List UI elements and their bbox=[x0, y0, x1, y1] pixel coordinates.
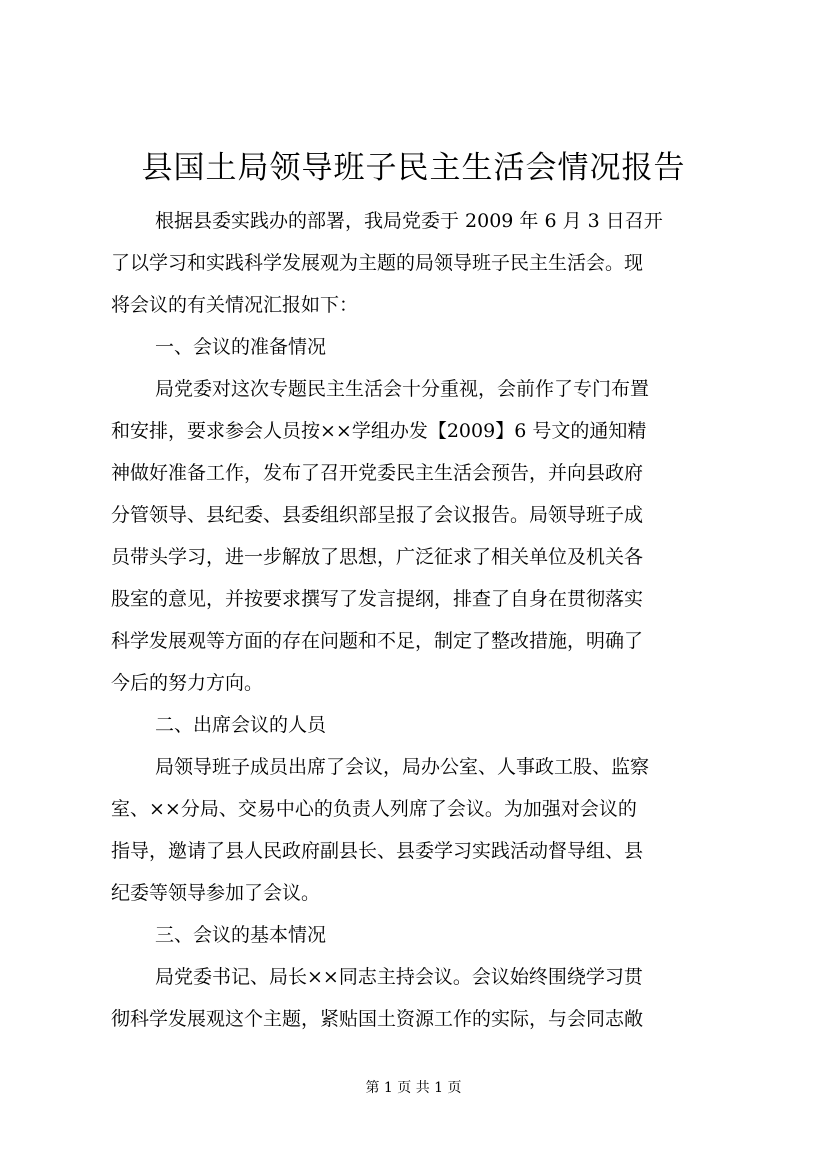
paragraph-line: 了以学习和实践科学发展观为主题的局领导班子民主生活会。现 bbox=[111, 252, 644, 274]
paragraph-line: 科学发展观等方面的存在问题和不足，制定了整改措施，明确了 bbox=[111, 630, 644, 652]
document-body bbox=[111, 200, 723, 1040]
paragraph-line: 分管领导、县纪委、县委组织部呈报了会议报告。局领导班子成 bbox=[111, 504, 644, 526]
section-heading: 三、会议的基本情况 bbox=[155, 924, 327, 946]
paragraph-line: 股室的意见，并按要求撰写了发言提纲，排查了自身在贯彻落实 bbox=[111, 588, 644, 610]
paragraph-line: 指导，邀请了县人民政府副县长、县委学习实践活动督导组、县 bbox=[111, 840, 644, 862]
paragraph-line: 纪委等领导参加了会议。 bbox=[111, 882, 321, 904]
paragraph-line: 局党委对这次专题民主生活会十分重视，会前作了专门布置 bbox=[155, 378, 650, 400]
paragraph-line: 神做好准备工作，发布了召开党委民主生活会预告，并向县政府 bbox=[111, 462, 644, 484]
paragraph-line: 和安排，要求参会人员按××学组办发【2009】6 号文的通知精 bbox=[111, 420, 647, 442]
section-heading: 一、会议的准备情况 bbox=[155, 336, 327, 358]
paragraph-line: 局领导班子成员出席了会议，局办公室、人事政工股、监察 bbox=[155, 756, 650, 778]
document-title: 县国土局领导班子民主生活会情况报告 bbox=[141, 150, 686, 186]
paragraph-line: 局党委书记、局长××同志主持会议。会议始终围绕学习贯 bbox=[155, 966, 643, 988]
paragraph-line: 将会议的有关情况汇报如下： bbox=[111, 294, 359, 316]
paragraph-line: 室、××分局、交易中心的负责人列席了会议。为加强对会议的 bbox=[111, 798, 637, 820]
paragraph-line: 今后的努力方向。 bbox=[111, 672, 264, 694]
page-number-footer: 第 1 页 共 1 页 bbox=[365, 1080, 462, 1096]
section-heading: 二、出席会议的人员 bbox=[155, 714, 327, 736]
paragraph-line: 根据县委实践办的部署，我局党委于 2009 年 6 月 3 日召开 bbox=[155, 210, 663, 232]
paragraph-line: 员带头学习，进一步解放了思想，广泛征求了相关单位及机关各 bbox=[111, 546, 644, 568]
paragraph-line: 彻科学发展观这个主题，紧贴国土资源工作的实际，与会同志敞 bbox=[111, 1008, 644, 1030]
